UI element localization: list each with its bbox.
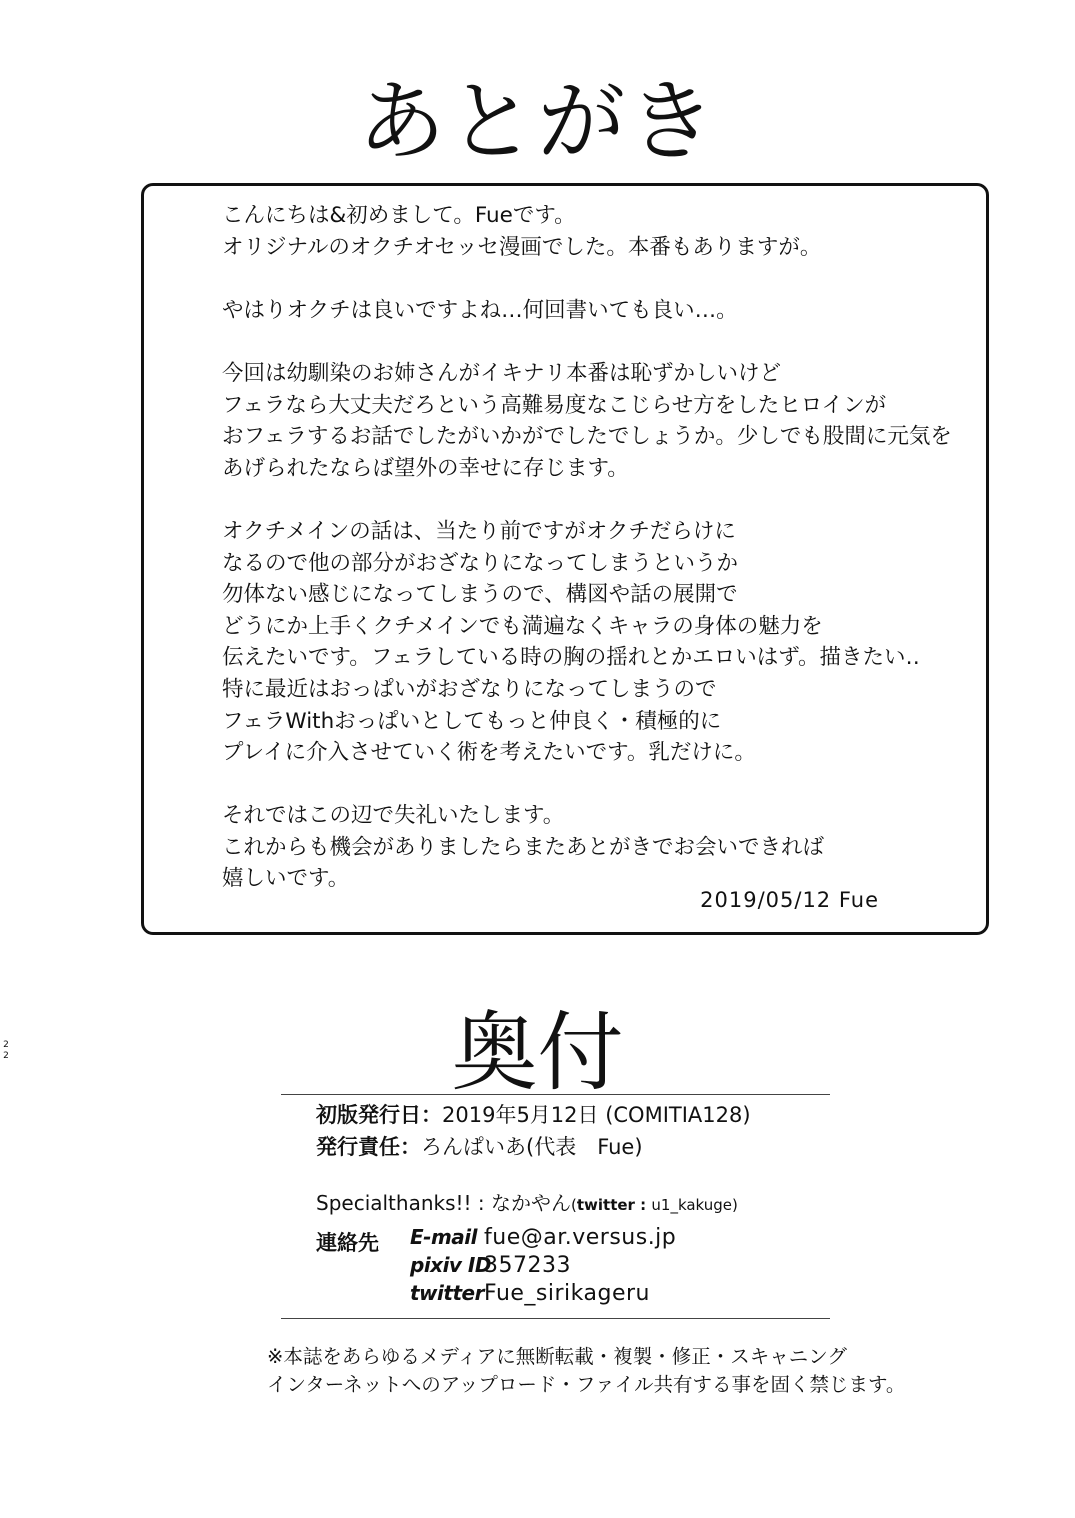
special-thanks-twitter: (twitter : u1_kakuge): [571, 1196, 738, 1214]
afterword-box: [141, 183, 989, 935]
special-thanks-name: なかやん: [491, 1191, 571, 1215]
afterword-signature: 2019/05/12 Fue: [700, 888, 879, 912]
afterword-title: あとがき: [357, 70, 718, 173]
text-line: 今回は幼馴染のお姉さんがイキナリ本番は恥ずかしいけど: [222, 360, 782, 386]
paragraph-opinion: [222, 295, 982, 327]
text-line: おフェラするお話でしたがいかがでしたでしょうか。少しでも股間に元気を: [222, 424, 952, 450]
colophon-divider-bottom: [281, 1318, 830, 1319]
text-line: あげられたならば望外の幸せに存じます。: [222, 455, 629, 481]
afterword-body: [222, 200, 982, 927]
colophon-title: 奥付: [451, 1003, 624, 1103]
paragraph-reflection: [222, 516, 982, 769]
first-edition-row: [316, 1099, 751, 1129]
contact-email-row: [410, 1225, 676, 1250]
text-line: どうにか上手くクチメインでも満遍なくキャラの身体の魅力を: [222, 613, 823, 639]
colophon-divider-top: [281, 1094, 830, 1095]
special-thanks-row: [316, 1187, 738, 1216]
text-line: こんにちは&初めまして。Fueです。: [222, 203, 576, 228]
publisher-value: ろんぱいあ(代表 Fue): [421, 1135, 643, 1159]
paragraph-closing: [222, 800, 982, 895]
special-thanks-label: Specialthanks!! :: [316, 1191, 491, 1215]
pixiv-key: pixiv ID: [410, 1253, 491, 1277]
text-line: 勿体ない感じになってしまうので、構図や話の展開で: [222, 582, 738, 608]
text-line: 伝えたいです。フェラしている時の胸の揺れとかエロいはず。描きたい‥: [222, 645, 920, 671]
page-number: 2 2: [3, 1040, 9, 1061]
special-thanks-twitter-label: twitter :: [576, 1196, 652, 1214]
copyright-notice: [267, 1343, 905, 1399]
text-line: 嬉しいです。: [222, 866, 350, 892]
notice-line: インターネットへのアップロード・ファイル共有する事を固く禁じます。: [267, 1373, 906, 1396]
text-line: それではこの辺で失礼いたします。: [222, 803, 565, 829]
twitter-key: twitter: [410, 1281, 484, 1305]
email-value[interactable]: fue@ar.versus.jp: [484, 1225, 677, 1250]
pixiv-value: 357233: [484, 1253, 571, 1278]
special-thanks-twitter-value: u1_kakuge: [651, 1196, 733, 1214]
contact-label: 連絡先: [316, 1231, 379, 1255]
text-line: フェラWithおっぱいとしてもっと仲良く・積極的に: [222, 708, 722, 734]
publisher-row: [316, 1131, 643, 1161]
first-edition-value: 2019年5月12日 (COMITIA128): [442, 1103, 751, 1127]
contact-twitter-row: [410, 1281, 650, 1306]
twitter-value[interactable]: Fue_sirikageru: [484, 1281, 650, 1306]
text-line: プレイに介入させていく術を考えたいです。乳だけに。: [222, 740, 756, 766]
text-line: 特に最近はおっぱいがおざなりになってしまうので: [222, 676, 717, 702]
text-line: やはりオクチは良いですよね…何回書いても良い…。: [222, 297, 738, 323]
paragraph-story: [222, 358, 982, 484]
publisher-label: 発行責任：: [316, 1135, 421, 1159]
paragraph-greeting: [222, 200, 982, 263]
notice-line: ※本誌をあらゆるメディアに無断転載・複製・修正・スキャニング: [267, 1345, 847, 1368]
first-edition-label: 初版発行日：: [316, 1103, 442, 1127]
text-line: フェラなら大丈夫だろという高難易度なこじらせ方をしたヒロインが: [222, 392, 887, 418]
email-key: E-mail: [410, 1225, 478, 1249]
text-line: なるので他の部分がおざなりになってしまうというか: [222, 550, 739, 576]
text-line: オクチメインの話は、当たり前ですがオクチだらけに: [222, 518, 736, 544]
contact-pixiv-row: [410, 1253, 571, 1278]
text-line: これからも機会がありましたらまたあとがきでお会いできれば: [222, 834, 825, 860]
text-line: オリジナルのオクチオセッセ漫画でした。本番もありますが。: [222, 234, 822, 260]
